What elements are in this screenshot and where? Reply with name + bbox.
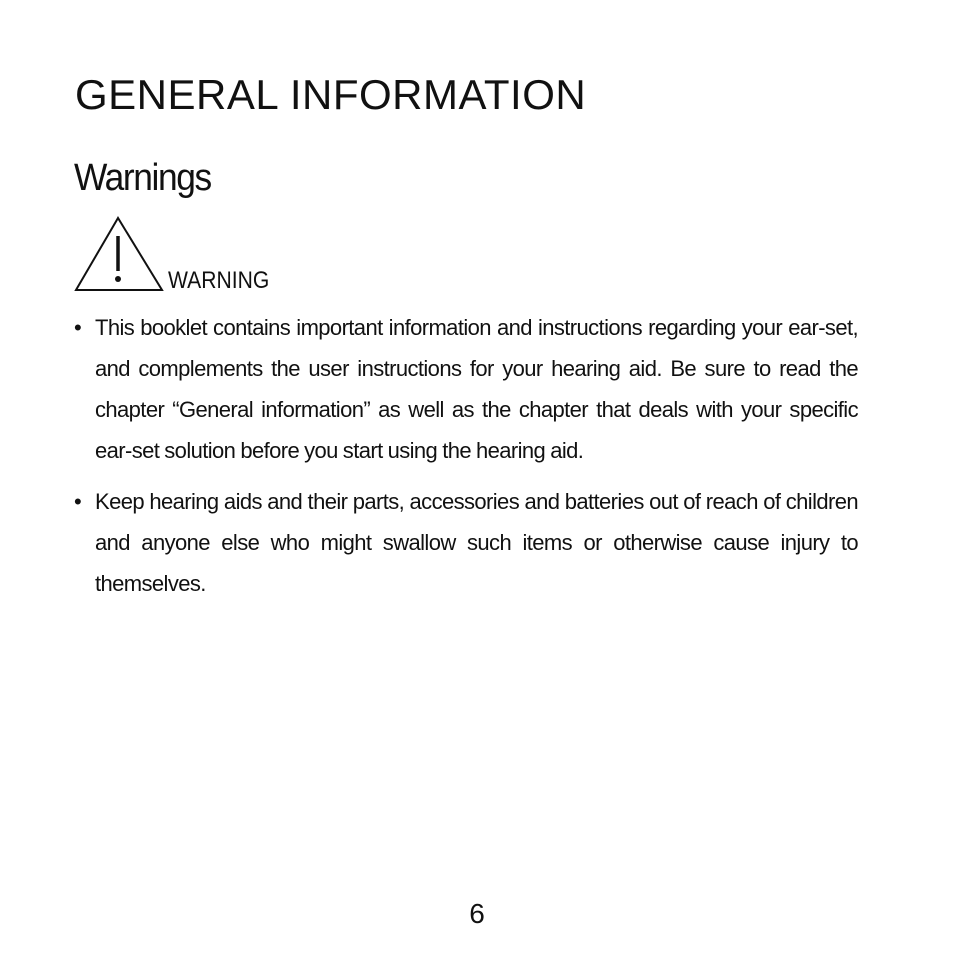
warning-list — [74, 307, 858, 614]
warning-triangle-icon — [74, 216, 164, 292]
list-item — [74, 481, 858, 604]
list-item-text: Keep hearing aids and their parts, accessories and batteries out of reach of children and anyone else who might swallow such items or otherwise cause injury to themselves. — [95, 489, 858, 596]
list-item — [74, 307, 858, 471]
warning-label: WARNING — [168, 267, 270, 294]
page-title: GENERAL INFORMATION — [75, 71, 587, 118]
bullet-icon: • — [74, 315, 82, 340]
bullet-icon: • — [74, 489, 82, 514]
page-number: 6 — [469, 898, 485, 929]
section-title: Warnings — [74, 157, 211, 199]
list-item-text: This booklet contains important information and instructions regarding your ear-set, and complements the user instructions for your hearing aid. Be sure to read the chapter “General information” as well as the chapter that deals with your specific ear-set solution before you start using the hearing aid. — [95, 315, 858, 463]
